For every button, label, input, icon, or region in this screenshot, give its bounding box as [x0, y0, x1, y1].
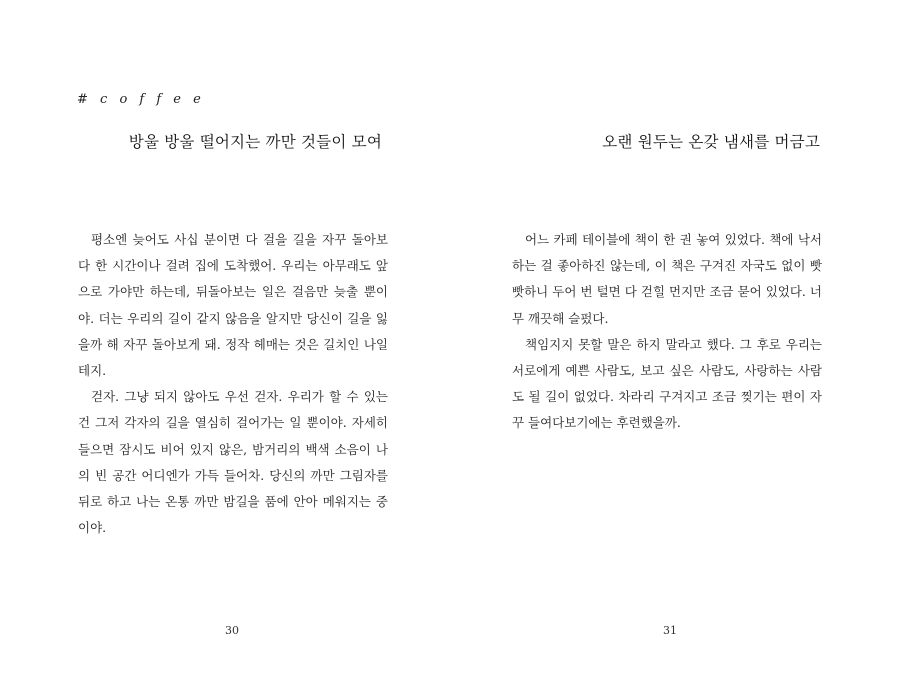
page-title: 방울 방울 떨어지는 까만 것들이 모여: [128, 133, 382, 151]
body-text: [512, 227, 822, 437]
section-mark: # c o f f e e: [77, 92, 205, 107]
body-text: [78, 227, 388, 541]
paragraph: 걷자. 그냥 되지 않아도 우선 걷자. 우리가 할 수 있는 건 그저 각자의 길을 열심히 걸어가는 일 뿐이야. 자세히 들으면 잠시도 비어 있지 않은, 밤거리의 백색 소음이 나의 빈 공간 어디엔가 가득 들어차. 당신의 까만 그림자를 뒤로 하고 나는 온통 까만 밤길을 품에 안아 메워지는 중이야.: [78, 389, 388, 536]
page-title: 오랜 원두는 온갖 냄새를 머금고: [602, 133, 820, 151]
paragraph: 책임지지 못할 말은 하지 말라고 했다. 그 후로 우리는 서로에게 예쁜 사람도, 보고 싶은 사람도, 사랑하는 사람도 될 길이 없었다. 차라리 구겨지고 조금 찢기는 편이 자꾸 들여다보기에는 후련했을까.: [512, 336, 822, 431]
page-number: 31: [663, 624, 677, 637]
page-number: 30: [225, 624, 239, 637]
right-page: [450, 0, 900, 699]
paragraph: 어느 카페 테이블에 책이 한 권 놓여 있었다. 책에 낙서하는 걸 좋아하진 않는데, 이 책은 구겨진 자국도 없이 빳빳하니 두어 번 털면 다 걷힐 먼지만 조금 묻어 있었다. 너무 깨끗해 슬펐다.: [512, 232, 822, 326]
paragraph: 평소엔 늦어도 사십 분이면 다 걸을 길을 자꾸 돌아보다 한 시간이나 걸려 집에 도착했어. 우리는 아무래도 앞으로 가야만 하는데, 뒤돌아보는 일은 걸음만 늦출 뿐이야. 더는 우리의 길이 같지 않음을 알지만 당신이 길을 잃을까 해 자꾸 돌아보게 돼. 정작 헤매는 것은 길치인 나일 테지.: [78, 232, 388, 379]
